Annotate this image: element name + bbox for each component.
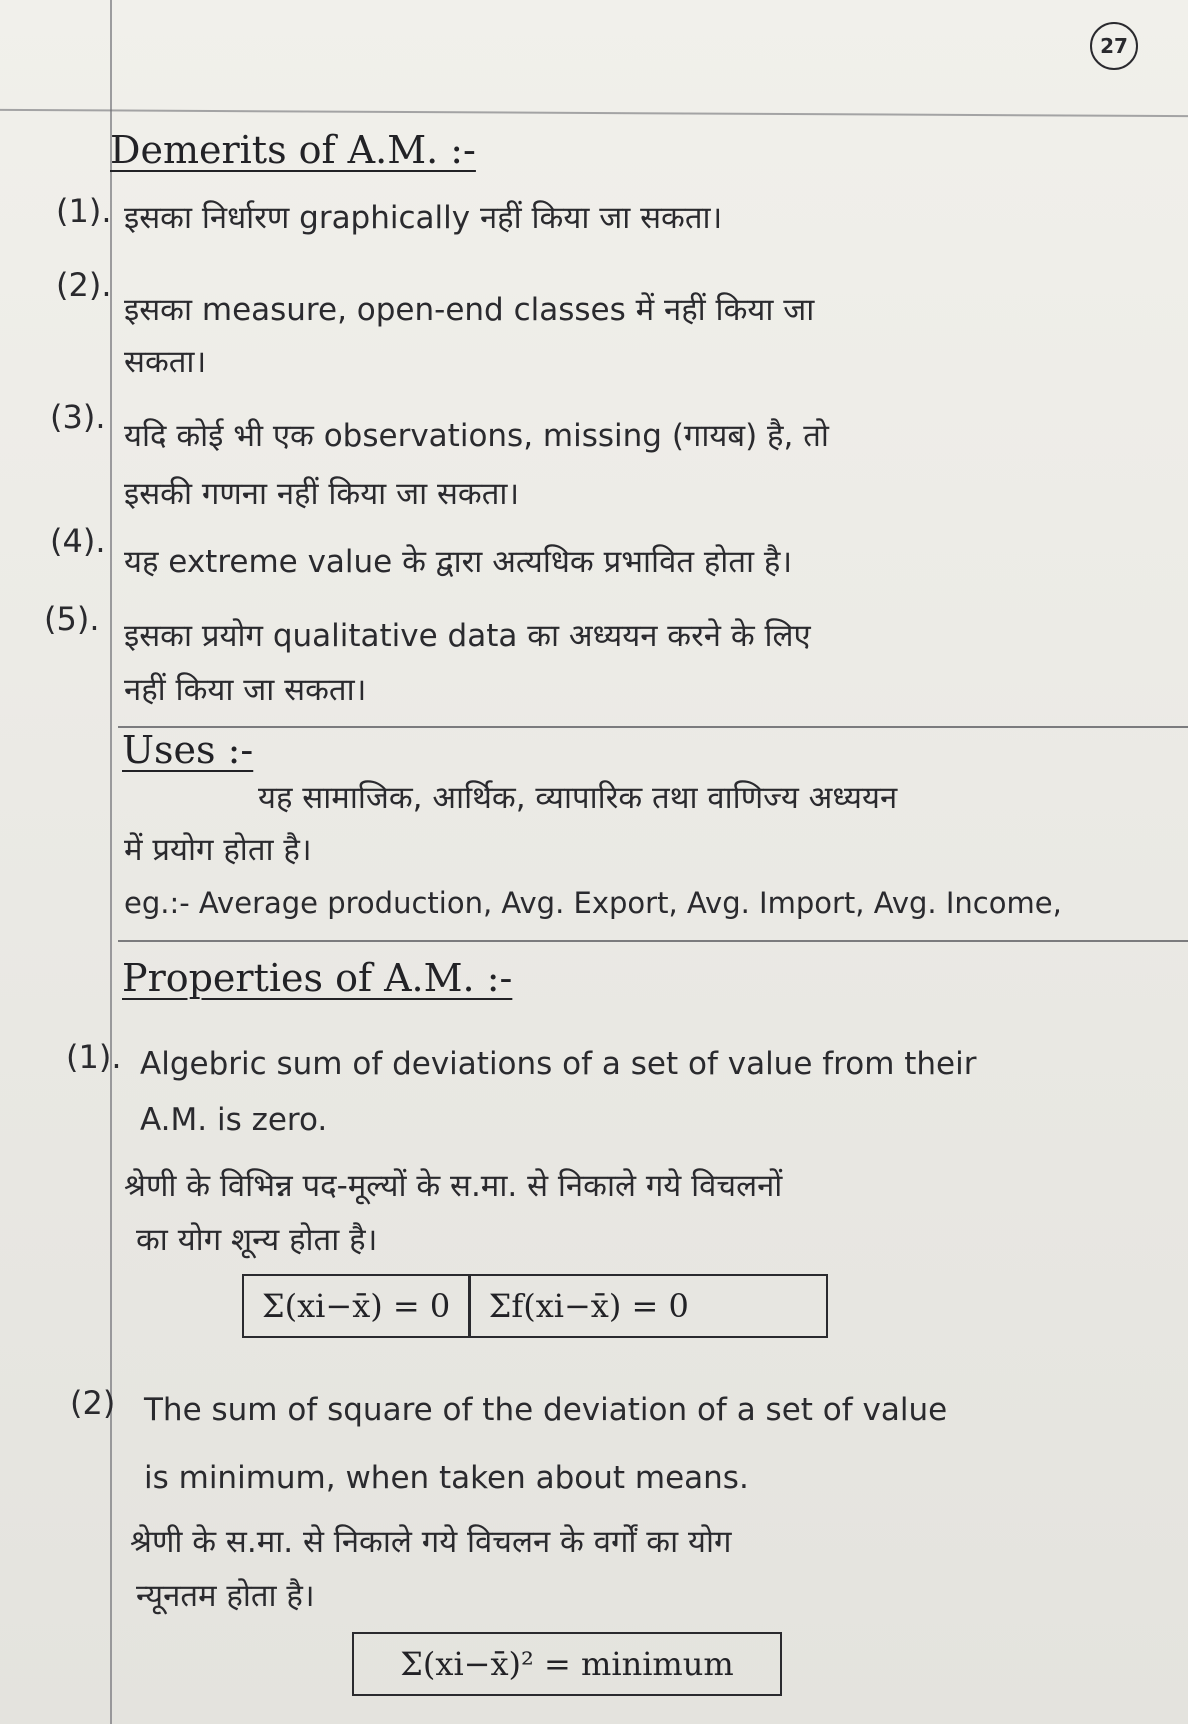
uses-line-2: में प्रयोग होता है। [124,832,312,868]
demerit-1-number: (1). [56,192,112,230]
section-divider-2 [118,940,1188,942]
uses-example: eg.:- Average production, Avg. Export, Avg. Import, Avg. Income, [124,886,1062,920]
property-1-number: (1). [66,1038,122,1076]
demerit-3-line-1: यदि कोई भी एक observations, missing (गायब) है, तो [124,418,829,454]
property-1-line-4: का योग शून्य होता है। [136,1222,378,1258]
demerit-4-number: (4). [50,522,106,560]
demerit-4-line-1: यह extreme value के द्वारा अत्यधिक प्रभावित होता है। [124,544,793,580]
formula-sum-squared-deviation: Σ(xi−x̄)² = minimum [400,1645,734,1683]
demerit-5-line-2: नहीं किया जा सकता। [124,672,367,708]
demerit-2-line-2: सकता। [124,344,207,380]
property-1-line-3: श्रेणी के विभिन्न पद-मूल्यों के स.मा. से निकाले गये विचलनों [124,1168,783,1204]
property-2-line-3: श्रेणी के स.मा. से निकाले गये विचलन के वर्गों का योग [130,1524,732,1560]
header-rule [0,109,1188,117]
demerits-heading: Demerits of A.M. :- [110,128,476,172]
properties-heading: Properties of A.M. :- [122,956,513,1000]
property-1-line-1: Algebric sum of deviations of a set of value from their [140,1046,977,1082]
uses-heading: Uses :- [122,728,254,772]
demerit-2-number: (2). [56,266,112,304]
property-1-formula-box [242,1274,828,1338]
property-2-line-2: is minimum, when taken about means. [144,1460,749,1496]
property-2-number: (2) [70,1384,116,1422]
demerit-2-line-1: इसका measure, open-end classes में नहीं किया जा [124,292,815,328]
formula-weighted-sum-deviation: Σf(xi−x̄) = 0 [488,1287,689,1325]
margin-line [110,0,112,1724]
property-2-formula-box [352,1632,782,1696]
property-1-line-2: A.M. is zero. [140,1102,328,1138]
demerit-1-line-1: इसका निर्धारण graphically नहीं किया जा सकता। [124,200,723,236]
uses-line-1: यह सामाजिक, आर्थिक, व्यापारिक तथा वाणिज्य अध्ययन [258,780,898,816]
property-2-line-1: The sum of square of the deviation of a set of value [144,1392,948,1428]
formula-sum-deviation: Σ(xi−x̄) = 0 [262,1287,451,1325]
demerit-5-line-1: इसका प्रयोग qualitative data का अध्ययन करने के लिए [124,618,811,654]
demerit-5-number: (5). [44,600,100,638]
page-number: 27 [1090,22,1138,70]
demerit-3-line-2: इसकी गणना नहीं किया जा सकता। [124,476,520,512]
section-divider-1 [118,726,1188,728]
property-2-line-4: न्यूनतम होता है। [136,1578,315,1614]
demerit-3-number: (3). [50,398,106,436]
